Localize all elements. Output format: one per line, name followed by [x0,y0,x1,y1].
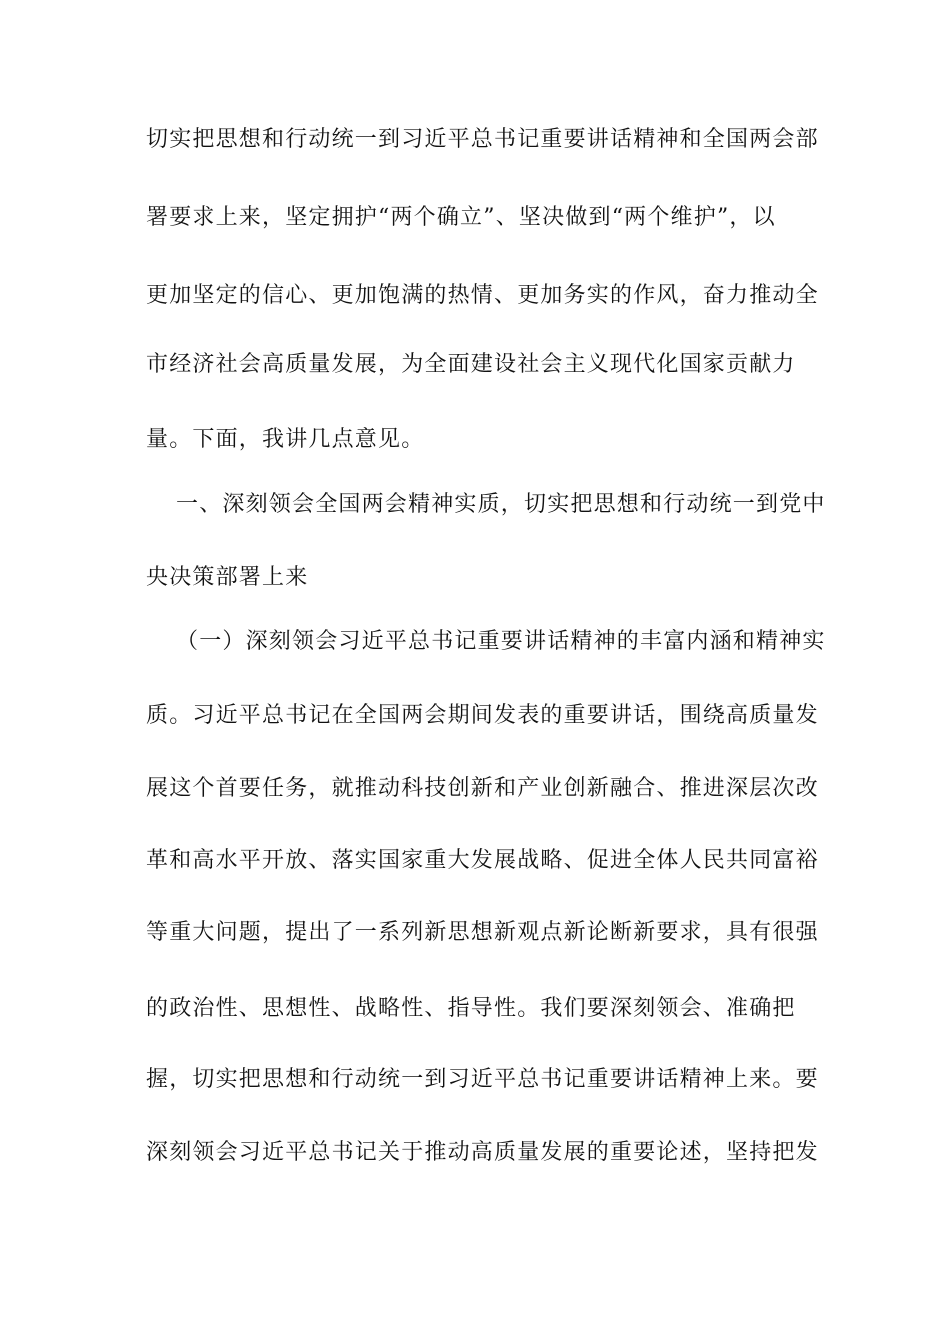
paragraph-line: 展这个首要任务，就推动科技创新和产业创新融合、推进深层次改 [146,776,819,801]
paragraph-line: 量。下面，我讲几点意见。 [146,427,425,452]
paragraph-line: 革和高水平开放、落实国家重大发展战略、促进全体人民共同富裕 [146,848,819,873]
subsection-heading-line: （一）深刻领会习近平总书记重要讲话精神的丰富内涵和精神实 [176,629,826,654]
paragraph-line: 等重大问题，提出了一系列新思想新观点新论断新要求，具有很强 [146,920,819,945]
paragraph-line: 署要求上来，坚定拥护“两个确立”、坚决做到“两个维护”，以 [146,205,776,230]
section-heading-line: 央决策部署上来 [146,565,309,590]
section-heading-line: 一、深刻领会全国两会精神实质，切实把思想和行动统一到党中 [176,492,826,517]
paragraph-line: 深刻领会习近平总书记关于推动高质量发展的重要论述，坚持把发 [146,1140,819,1165]
paragraph-line: 市经济社会高质量发展，为全面建设社会主义现代化国家贡献力 [146,352,796,377]
paragraph-line: 握，切实把思想和行动统一到习近平总书记重要讲话精神上来。要 [146,1067,819,1092]
paragraph-line: 质。习近平总书记在全国两会期间发表的重要讲话，围绕高质量发 [146,703,819,728]
paragraph-line: 更加坚定的信心、更加饱满的热情、更加务实的作风，奋力推动全 [146,283,819,308]
paragraph-line: 切实把思想和行动统一到习近平总书记重要讲话精神和全国两会部 [146,127,819,152]
paragraph-line: 的政治性、思想性、战略性、指导性。我们要深刻领会、准确把 [146,996,796,1021]
